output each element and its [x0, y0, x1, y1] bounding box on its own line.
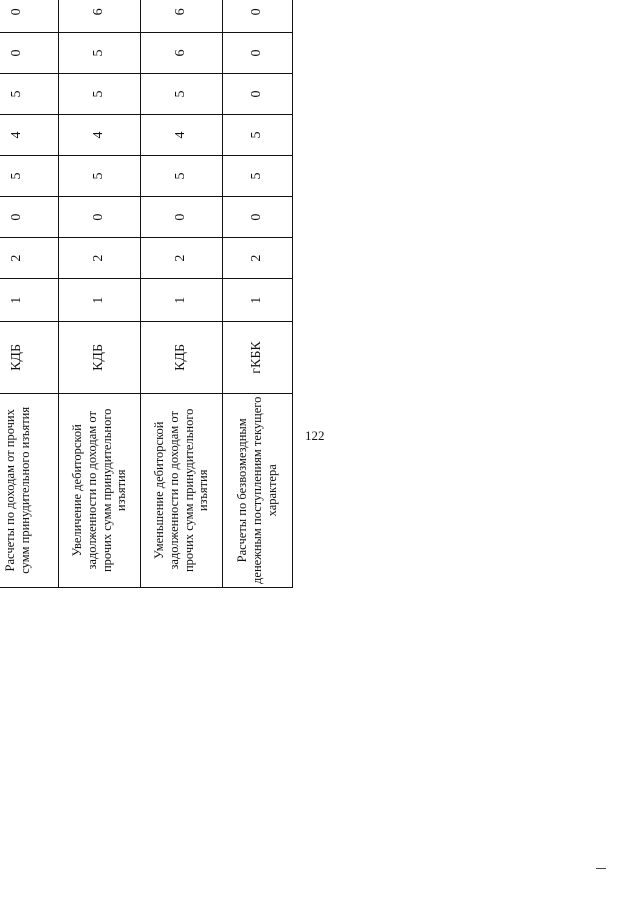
value-cell: КДБ	[141, 322, 223, 393]
value-cell: 2	[141, 238, 223, 279]
value-cell: 0	[141, 197, 223, 238]
value-cell: КДБ	[0, 322, 59, 393]
value-cell: гКБК	[223, 322, 293, 393]
value-cell: 2	[0, 238, 59, 279]
value-cell: 6	[141, 32, 223, 73]
value-cell: 4	[59, 114, 141, 155]
accounts-table	[0, 0, 293, 588]
value-cell: 5	[59, 156, 141, 197]
page-number: 122	[305, 428, 325, 443]
value-cell: 6	[141, 0, 223, 32]
value-cell: 5	[59, 73, 141, 114]
value-cell: 4	[141, 114, 223, 155]
value-cell: 0	[0, 197, 59, 238]
value-cell: 1	[223, 279, 293, 322]
table-row	[0, 0, 59, 588]
value-cell: 1	[59, 279, 141, 322]
rotated-table-sheet	[0, 0, 279, 588]
value-cell: 5	[141, 156, 223, 197]
value-cell: 0	[223, 73, 293, 114]
value-cell: 5	[59, 32, 141, 73]
value-cell: 0	[223, 197, 293, 238]
table-row	[59, 0, 141, 588]
value-cell: 0	[59, 197, 141, 238]
value-cell: 2	[223, 238, 293, 279]
account-name-cell: Расчеты по безвозмездным денежным поступлениям текущего характера	[223, 393, 293, 587]
value-cell: 5	[223, 156, 293, 197]
value-cell: 6	[59, 0, 141, 32]
account-name-cell: Расчеты по доходам от прочих сумм принудительного изъятия	[0, 393, 59, 587]
value-cell: 5	[141, 73, 223, 114]
value-cell: 5	[0, 156, 59, 197]
value-cell: 1	[0, 279, 59, 322]
value-cell: 1	[141, 279, 223, 322]
value-cell: 0	[0, 0, 59, 32]
account-name-cell: Увеличение дебиторской задолженности по доходам от прочих сумм принудительного изъятия	[59, 393, 141, 587]
value-cell: КДБ	[59, 322, 141, 393]
table-row	[223, 0, 293, 588]
value-cell: 5	[223, 114, 293, 155]
value-cell: 4	[0, 114, 59, 155]
value-cell: 0	[0, 32, 59, 73]
account-name-cell: Уменьшение дебиторской задолженности по доходам от прочих сумм принудительного изъятия	[141, 393, 223, 587]
value-cell: 2	[59, 238, 141, 279]
margin-mark	[596, 868, 606, 869]
table-row	[141, 0, 223, 588]
value-cell: 0	[223, 0, 293, 32]
value-cell: 5	[0, 73, 59, 114]
value-cell: 0	[223, 32, 293, 73]
